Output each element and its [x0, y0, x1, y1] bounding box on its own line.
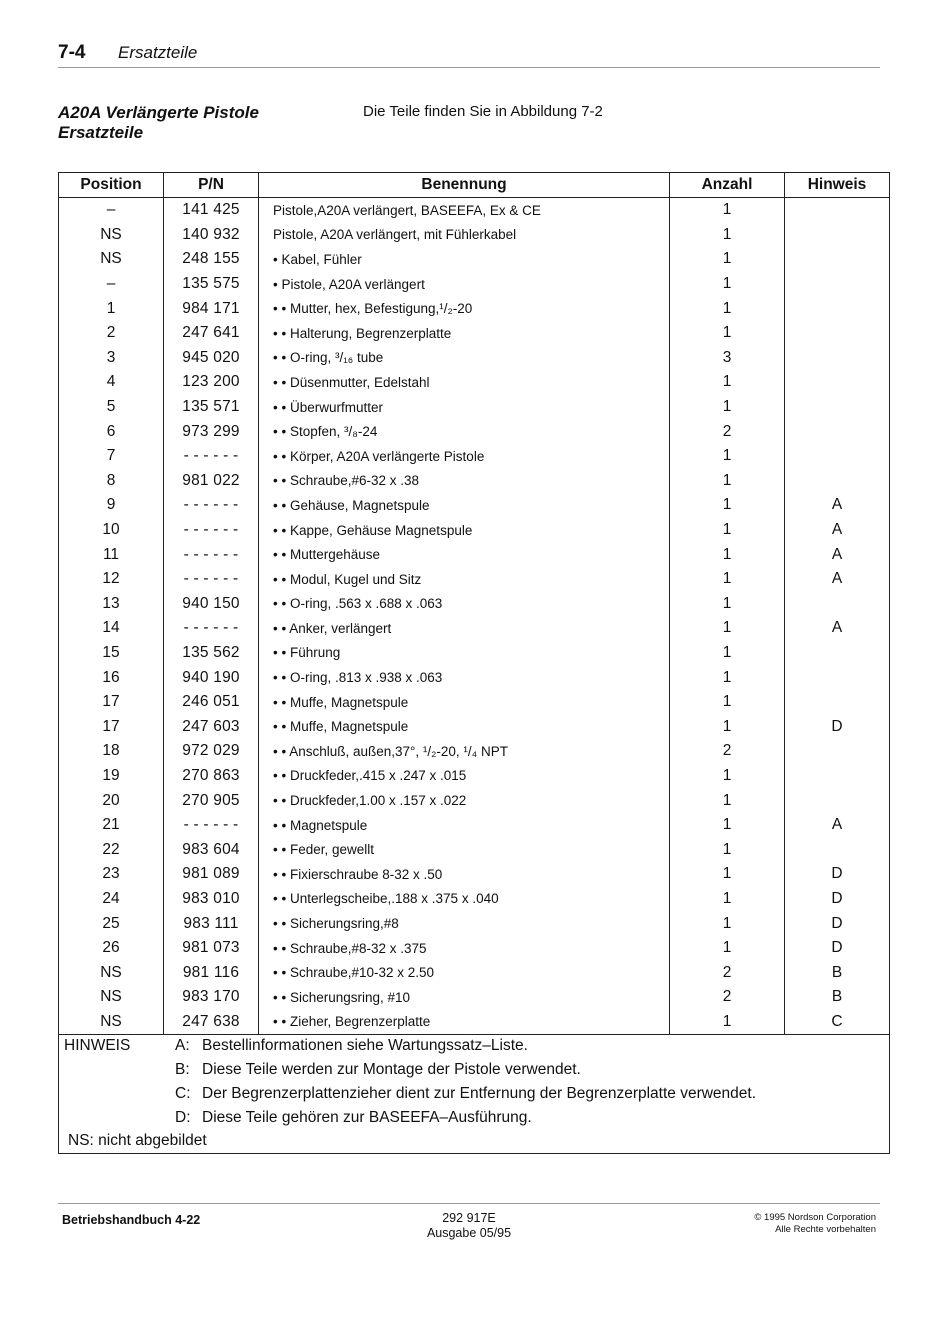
- table-row: [59, 518, 890, 543]
- cell-position: 16: [59, 665, 164, 690]
- cell-anzahl: 1: [670, 1010, 785, 1035]
- note-letter: B:: [175, 1061, 190, 1079]
- cell-benennung: • • Muffe, Magnetspule: [259, 714, 670, 739]
- cell-benennung: • • Anschluß, außen,37°, ¹/₂-20, ¹/₄ NPT: [259, 739, 670, 764]
- cell-anzahl: 1: [670, 788, 785, 813]
- table-row: [59, 690, 890, 715]
- document-number: [414, 1211, 524, 1241]
- cell-hinweis: [785, 395, 890, 420]
- cell-hinweis: A: [785, 567, 890, 592]
- cell-hinweis: D: [785, 936, 890, 961]
- cell-hinweis: [785, 641, 890, 666]
- cell-benennung: • • Sicherungsring,#8: [259, 911, 670, 936]
- cell-anzahl: 1: [670, 223, 785, 248]
- cell-hinweis: B: [785, 960, 890, 985]
- cell-hinweis: B: [785, 985, 890, 1010]
- cell-anzahl: 1: [670, 714, 785, 739]
- cell-pn: 983 111: [164, 911, 259, 936]
- cell-pn: 984 171: [164, 296, 259, 321]
- cell-benennung: • • O-ring, .563 x .688 x .063: [259, 592, 670, 617]
- parts-table: [58, 172, 890, 1154]
- cell-pn: 270 905: [164, 788, 259, 813]
- cell-pn: 247 638: [164, 1010, 259, 1035]
- cell-anzahl: 1: [670, 567, 785, 592]
- note-letter: D:: [175, 1109, 191, 1127]
- cell-benennung: • Kabel, Fühler: [259, 247, 670, 272]
- cell-benennung: • • Schraube,#10-32 x 2.50: [259, 960, 670, 985]
- cell-pn: 246 051: [164, 690, 259, 715]
- cell-anzahl: 2: [670, 985, 785, 1010]
- table-row: [59, 985, 890, 1010]
- cell-position: 17: [59, 714, 164, 739]
- table-row: [59, 272, 890, 297]
- cell-position: 17: [59, 690, 164, 715]
- cell-benennung: Pistole,A20A verlängert, BASEEFA, Ex & CE: [259, 198, 670, 223]
- cell-hinweis: [785, 247, 890, 272]
- copyright: [754, 1212, 876, 1236]
- edition: Ausgabe 05/95: [426, 1226, 512, 1240]
- cell-position: NS: [59, 960, 164, 985]
- cell-pn: 270 863: [164, 764, 259, 789]
- cell-hinweis: [785, 739, 890, 764]
- cell-benennung: • • Magnetspule: [259, 813, 670, 838]
- cell-position: 4: [59, 370, 164, 395]
- cell-anzahl: 1: [670, 887, 785, 912]
- table-row: [59, 592, 890, 617]
- table-row: [59, 764, 890, 789]
- cell-pn: 983 604: [164, 837, 259, 862]
- cell-anzahl: 1: [670, 198, 785, 223]
- cell-pn: 983 170: [164, 985, 259, 1010]
- cell-pn: 972 029: [164, 739, 259, 764]
- cell-anzahl: 1: [670, 247, 785, 272]
- cell-pn: 983 010: [164, 887, 259, 912]
- cell-benennung: • • Unterlegscheibe,.188 x .375 x .040: [259, 887, 670, 912]
- cell-hinweis: [785, 837, 890, 862]
- cell-anzahl: 1: [670, 665, 785, 690]
- table-row: [59, 788, 890, 813]
- cell-benennung: • • Fixierschraube 8-32 x .50: [259, 862, 670, 887]
- cell-hinweis: [785, 592, 890, 617]
- table-row: [59, 665, 890, 690]
- manual-reference: Betriebshandbuch 4-22: [62, 1213, 201, 1227]
- cell-hinweis: [785, 198, 890, 223]
- cell-pn: 248 155: [164, 247, 259, 272]
- cell-pn: - - - - - -: [164, 542, 259, 567]
- cell-benennung: • Pistole, A20A verlängert: [259, 272, 670, 297]
- cell-pn: 140 932: [164, 223, 259, 248]
- cell-benennung: • • O-ring, ³/₁₆ tube: [259, 346, 670, 371]
- table-row: [59, 469, 890, 494]
- note-text: Der Begrenzerplattenzieher dient zur Entfernung der Begrenzerplatte verwendet.: [202, 1085, 757, 1103]
- table-row: [59, 936, 890, 961]
- table-row: [59, 296, 890, 321]
- table-row: [59, 493, 890, 518]
- cell-benennung: • • Zieher, Begrenzerplatte: [259, 1010, 670, 1035]
- cell-hinweis: D: [785, 911, 890, 936]
- table-row: [59, 247, 890, 272]
- table-row: [59, 960, 890, 985]
- cell-pn: 123 200: [164, 370, 259, 395]
- cell-anzahl: 1: [670, 690, 785, 715]
- cell-anzahl: 1: [670, 837, 785, 862]
- cell-benennung: • • Muffe, Magnetspule: [259, 690, 670, 715]
- cell-hinweis: [785, 788, 890, 813]
- cell-anzahl: 1: [670, 469, 785, 494]
- cell-anzahl: 1: [670, 592, 785, 617]
- cell-position: 5: [59, 395, 164, 420]
- cell-anzahl: 1: [670, 813, 785, 838]
- note-c: [175, 1085, 756, 1103]
- cell-benennung: • • Muttergehäuse: [259, 542, 670, 567]
- cell-anzahl: 1: [670, 321, 785, 346]
- cell-hinweis: A: [785, 542, 890, 567]
- cell-benennung: • • Modul, Kugel und Sitz: [259, 567, 670, 592]
- cell-hinweis: [785, 370, 890, 395]
- cell-position: 21: [59, 813, 164, 838]
- cell-anzahl: 1: [670, 616, 785, 641]
- cell-pn: 135 571: [164, 395, 259, 420]
- cell-benennung: • • Anker, verlängert: [259, 616, 670, 641]
- cell-hinweis: [785, 296, 890, 321]
- cell-anzahl: 2: [670, 960, 785, 985]
- cell-pn: - - - - - -: [164, 518, 259, 543]
- cell-benennung: • • Druckfeder,.415 x .247 x .015: [259, 764, 670, 789]
- cell-pn: 940 190: [164, 665, 259, 690]
- cell-hinweis: A: [785, 493, 890, 518]
- table-row: [59, 370, 890, 395]
- cell-benennung: • • Mutter, hex, Befestigung,¹/₂-20: [259, 296, 670, 321]
- table-row: [59, 444, 890, 469]
- section-title: A20A Verlängerte Pistole Ersatzteile: [58, 103, 259, 142]
- notes-cell: [59, 1035, 890, 1154]
- table-row: [59, 739, 890, 764]
- cell-benennung: • • Gehäuse, Magnetspule: [259, 493, 670, 518]
- cell-benennung: • • O-ring, .813 x .938 x .063: [259, 665, 670, 690]
- cell-hinweis: [785, 419, 890, 444]
- table-row: [59, 567, 890, 592]
- cell-anzahl: 2: [670, 419, 785, 444]
- cell-position: 20: [59, 788, 164, 813]
- note-text: Diese Teile werden zur Montage der Pistole verwendet.: [202, 1061, 581, 1079]
- table-row: [59, 419, 890, 444]
- cell-position: –: [59, 198, 164, 223]
- cell-anzahl: 1: [670, 493, 785, 518]
- ns-legend: NS: nicht abgebildet: [68, 1132, 207, 1150]
- cell-hinweis: [785, 444, 890, 469]
- cell-position: NS: [59, 985, 164, 1010]
- column-header-anzahl: Anzahl: [670, 173, 785, 198]
- cell-position: 9: [59, 493, 164, 518]
- table-row: [59, 321, 890, 346]
- cell-hinweis: [785, 665, 890, 690]
- cell-benennung: • • Halterung, Begrenzerplatte: [259, 321, 670, 346]
- figure-reference: Die Teile finden Sie in Abbildung 7-2: [363, 103, 603, 120]
- table-row: [59, 542, 890, 567]
- table-row: [59, 346, 890, 371]
- note-a: [175, 1037, 528, 1055]
- cell-benennung: • • Schraube,#8-32 x .375: [259, 936, 670, 961]
- table-row: [59, 641, 890, 666]
- parts-table-body: [59, 198, 890, 1035]
- cell-hinweis: A: [785, 813, 890, 838]
- cell-hinweis: D: [785, 862, 890, 887]
- cell-position: 10: [59, 518, 164, 543]
- note-b: [175, 1061, 581, 1079]
- cell-benennung: • • Körper, A20A verlängerte Pistole: [259, 444, 670, 469]
- document-id: 292 917E: [442, 1211, 496, 1225]
- table-row: [59, 837, 890, 862]
- rights-line: Alle Rechte vorbehalten: [775, 1224, 876, 1235]
- cell-hinweis: A: [785, 518, 890, 543]
- cell-benennung: • • Feder, gewellt: [259, 837, 670, 862]
- cell-benennung: • • Überwurfmutter: [259, 395, 670, 420]
- cell-position: 19: [59, 764, 164, 789]
- table-header-row: [59, 173, 890, 198]
- table-row: [59, 1010, 890, 1035]
- cell-anzahl: 1: [670, 542, 785, 567]
- table-row: [59, 223, 890, 248]
- cell-hinweis: C: [785, 1010, 890, 1035]
- cell-pn: 981 116: [164, 960, 259, 985]
- notes-row: [59, 1035, 890, 1154]
- notes-block: [59, 1035, 889, 1153]
- cell-hinweis: D: [785, 714, 890, 739]
- cell-pn: 981 089: [164, 862, 259, 887]
- cell-hinweis: [785, 764, 890, 789]
- cell-hinweis: [785, 223, 890, 248]
- cell-anzahl: 1: [670, 370, 785, 395]
- cell-pn: 981 073: [164, 936, 259, 961]
- cell-anzahl: 1: [670, 641, 785, 666]
- note-letter: C:: [175, 1085, 191, 1103]
- table-row: [59, 887, 890, 912]
- cell-position: 8: [59, 469, 164, 494]
- cell-anzahl: 2: [670, 739, 785, 764]
- note-d: [175, 1109, 532, 1127]
- table-row: [59, 395, 890, 420]
- copyright-line: © 1995 Nordson Corporation: [754, 1212, 876, 1223]
- cell-position: 25: [59, 911, 164, 936]
- column-header-pn: P/N: [164, 173, 259, 198]
- table-row: [59, 616, 890, 641]
- cell-pn: 135 575: [164, 272, 259, 297]
- cell-position: 2: [59, 321, 164, 346]
- cell-anzahl: 1: [670, 272, 785, 297]
- cell-pn: 945 020: [164, 346, 259, 371]
- cell-benennung: • • Schraube,#6-32 x .38: [259, 469, 670, 494]
- cell-anzahl: 1: [670, 296, 785, 321]
- cell-hinweis: D: [785, 887, 890, 912]
- cell-position: 13: [59, 592, 164, 617]
- column-header-benennung: Benennung: [259, 173, 670, 198]
- table-row: [59, 911, 890, 936]
- table-row: [59, 714, 890, 739]
- cell-anzahl: 1: [670, 518, 785, 543]
- cell-benennung: • • Druckfeder,1.00 x .157 x .022: [259, 788, 670, 813]
- chapter-title: Ersatzteile: [118, 43, 198, 62]
- cell-position: 18: [59, 739, 164, 764]
- cell-anzahl: 1: [670, 395, 785, 420]
- cell-pn: 973 299: [164, 419, 259, 444]
- cell-position: 3: [59, 346, 164, 371]
- cell-pn: 940 150: [164, 592, 259, 617]
- cell-pn: - - - - - -: [164, 493, 259, 518]
- cell-position: 11: [59, 542, 164, 567]
- cell-position: 23: [59, 862, 164, 887]
- cell-position: NS: [59, 223, 164, 248]
- cell-anzahl: 1: [670, 936, 785, 961]
- cell-pn: 135 562: [164, 641, 259, 666]
- cell-position: 1: [59, 296, 164, 321]
- cell-position: 7: [59, 444, 164, 469]
- page-header: [58, 40, 880, 68]
- cell-hinweis: [785, 346, 890, 371]
- notes-label: HINWEIS: [64, 1037, 131, 1055]
- cell-position: NS: [59, 247, 164, 272]
- cell-benennung: Pistole, A20A verlängert, mit Fühlerkabel: [259, 223, 670, 248]
- cell-hinweis: [785, 321, 890, 346]
- cell-position: NS: [59, 1010, 164, 1035]
- chapter-number: 7-4: [58, 42, 86, 63]
- cell-benennung: • • Führung: [259, 641, 670, 666]
- cell-anzahl: 1: [670, 911, 785, 936]
- cell-anzahl: 1: [670, 862, 785, 887]
- cell-position: 12: [59, 567, 164, 592]
- cell-pn: - - - - - -: [164, 813, 259, 838]
- table-row: [59, 862, 890, 887]
- cell-hinweis: [785, 469, 890, 494]
- column-header-position: Position: [59, 173, 164, 198]
- cell-position: 22: [59, 837, 164, 862]
- page-footer: [58, 1203, 880, 1240]
- cell-pn: 247 641: [164, 321, 259, 346]
- cell-hinweis: [785, 272, 890, 297]
- cell-benennung: • • Düsenmutter, Edelstahl: [259, 370, 670, 395]
- table-row: [59, 813, 890, 838]
- column-header-hinweis: Hinweis: [785, 173, 890, 198]
- cell-position: 26: [59, 936, 164, 961]
- cell-benennung: • • Kappe, Gehäuse Magnetspule: [259, 518, 670, 543]
- cell-benennung: • • Stopfen, ³/₈-24: [259, 419, 670, 444]
- cell-anzahl: 1: [670, 764, 785, 789]
- cell-benennung: • • Sicherungsring, #10: [259, 985, 670, 1010]
- table-row: [59, 198, 890, 223]
- note-text: Bestellinformationen siehe Wartungssatz–Liste.: [202, 1037, 528, 1055]
- cell-position: –: [59, 272, 164, 297]
- cell-anzahl: 3: [670, 346, 785, 371]
- cell-hinweis: [785, 690, 890, 715]
- note-text: Diese Teile gehören zur BASEEFA–Ausführung.: [202, 1109, 532, 1127]
- note-letter: A:: [175, 1037, 190, 1055]
- cell-position: 15: [59, 641, 164, 666]
- cell-pn: - - - - - -: [164, 616, 259, 641]
- cell-pn: 141 425: [164, 198, 259, 223]
- cell-anzahl: 1: [670, 444, 785, 469]
- cell-hinweis: A: [785, 616, 890, 641]
- cell-pn: 247 603: [164, 714, 259, 739]
- cell-pn: - - - - - -: [164, 567, 259, 592]
- cell-pn: - - - - - -: [164, 444, 259, 469]
- cell-position: 6: [59, 419, 164, 444]
- cell-position: 14: [59, 616, 164, 641]
- cell-position: 24: [59, 887, 164, 912]
- cell-pn: 981 022: [164, 469, 259, 494]
